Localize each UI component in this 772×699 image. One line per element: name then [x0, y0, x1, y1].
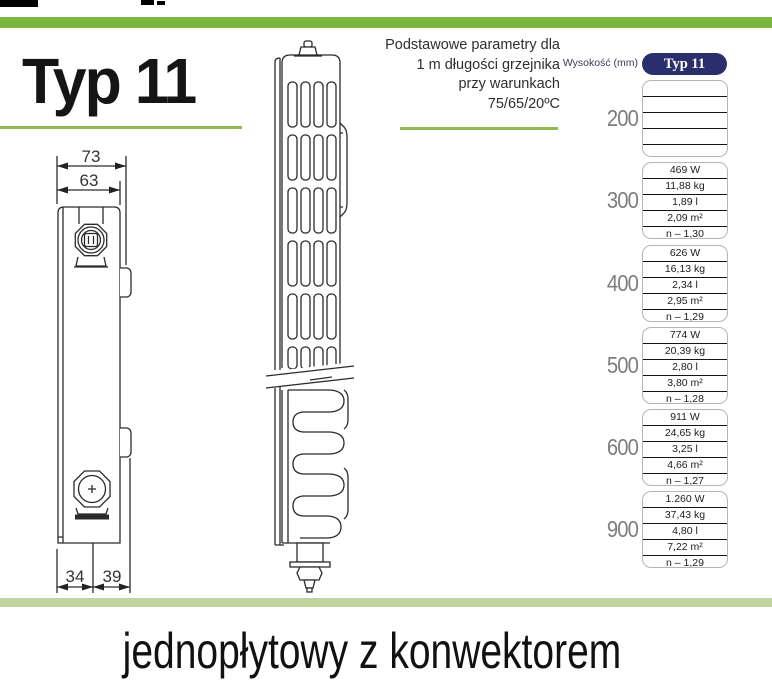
dim-label-39: 39 — [102, 567, 122, 586]
grille-slot — [288, 294, 297, 339]
page-title: Typ 11 — [22, 45, 196, 117]
typ11-column-header: Typ 11 — [642, 53, 727, 75]
parameters-note-line: przy warunkach — [458, 76, 560, 92]
parameters-note-line: Podstawowe parametry dla — [385, 37, 560, 53]
grille-slot — [288, 347, 297, 369]
spec-cell: 3,80 m² — [643, 375, 727, 391]
spec-cell: 2,34 l — [643, 277, 727, 293]
height-label-400: 400 — [606, 270, 638, 296]
dim-label-73: 73 — [81, 147, 101, 166]
grille-slot — [327, 241, 336, 286]
grille-slot — [327, 135, 336, 180]
spec-cell: 4,80 l — [643, 523, 727, 539]
scan-artifact — [0, 0, 38, 7]
spec-cell: 774 W — [669, 329, 701, 341]
spec-cell: 2,09 m² — [643, 210, 727, 226]
spec-block-600 — [642, 409, 728, 486]
grille-slot — [288, 82, 297, 127]
spec-cell: 20,39 kg — [643, 343, 727, 359]
spec-cell: n – 1,29 — [643, 309, 727, 322]
spec-cell: 11,88 kg — [643, 178, 727, 194]
spec-cell: 2,80 l — [643, 359, 727, 375]
grille-slot — [301, 188, 310, 233]
spec-block-300 — [642, 162, 728, 239]
spec-block-500 — [642, 327, 728, 404]
spec-cell: 4,66 m² — [643, 457, 727, 473]
grille-slot — [327, 188, 336, 233]
spec-cell: 911 W — [670, 411, 700, 423]
spec-cell — [643, 96, 727, 112]
spec-cell: 469 W — [669, 164, 701, 176]
title-underline-rule — [0, 126, 242, 129]
grille-slot — [288, 188, 297, 233]
parameters-underline-rule — [400, 127, 558, 130]
grille-slot — [314, 294, 323, 339]
spec-cell: n – 1,28 — [643, 391, 727, 404]
height-label-500: 500 — [606, 352, 638, 378]
spec-cell — [643, 112, 727, 128]
grille-slot — [327, 82, 336, 127]
spec-cell: 626 W — [669, 247, 701, 259]
dim-label-34: 34 — [65, 567, 85, 586]
side-view-drawing — [250, 35, 365, 600]
spec-cell: 16,13 kg — [643, 261, 727, 277]
spec-cell: 1,89 l — [643, 194, 727, 210]
dim-label-63: 63 — [79, 171, 99, 190]
grille-slot — [327, 294, 336, 339]
spec-cell: 2,95 m² — [643, 293, 727, 309]
parameters-note-line: 1 m długości grzejnika — [416, 56, 560, 73]
spec-cell: 24,65 kg — [643, 425, 727, 441]
scan-artifact — [157, 1, 165, 5]
spec-cell — [643, 81, 727, 96]
height-label-200: 200 — [606, 105, 638, 131]
height-label-900: 900 — [606, 516, 638, 542]
spec-cell: n – 1,29 — [643, 555, 727, 568]
front-section-drawing — [35, 145, 220, 600]
height-label-600: 600 — [606, 434, 638, 460]
spec-cell: 37,43 kg — [643, 507, 727, 523]
grille-slot — [301, 82, 310, 127]
grille-slot — [314, 188, 323, 233]
spec-cell: 7,22 m² — [643, 539, 727, 555]
parameters-note-line: 75/65/20ºC — [487, 95, 560, 112]
grille-slot — [288, 241, 297, 286]
grille-slot — [301, 135, 310, 180]
spec-cell: n – 1,27 — [643, 473, 727, 486]
grille-slot — [288, 135, 297, 180]
height-column-label: Wysokość (mm) — [562, 57, 638, 69]
height-label-300: 300 — [606, 187, 638, 213]
spec-cell: 3,25 l — [643, 441, 727, 457]
grille-slot — [314, 135, 323, 180]
spec-block-900 — [642, 491, 728, 568]
spec-cell: 1.260 W — [665, 493, 705, 505]
spec-cell — [643, 128, 727, 144]
spec-cell: n – 1,30 — [643, 226, 727, 239]
bottom-caption: jednopłytowy z konwektorem — [122, 623, 622, 679]
grille-slot — [301, 347, 310, 369]
grille-slot — [301, 294, 310, 339]
spec-block-200 — [642, 80, 728, 157]
spec-cell — [643, 144, 727, 157]
spec-block-400 — [642, 245, 728, 322]
top-green-bar — [0, 17, 772, 28]
bottom-green-bar — [0, 598, 772, 607]
scan-artifact — [141, 0, 154, 5]
grille-slot — [301, 241, 310, 286]
grille-slot — [314, 82, 323, 127]
grille-slot — [314, 241, 323, 286]
